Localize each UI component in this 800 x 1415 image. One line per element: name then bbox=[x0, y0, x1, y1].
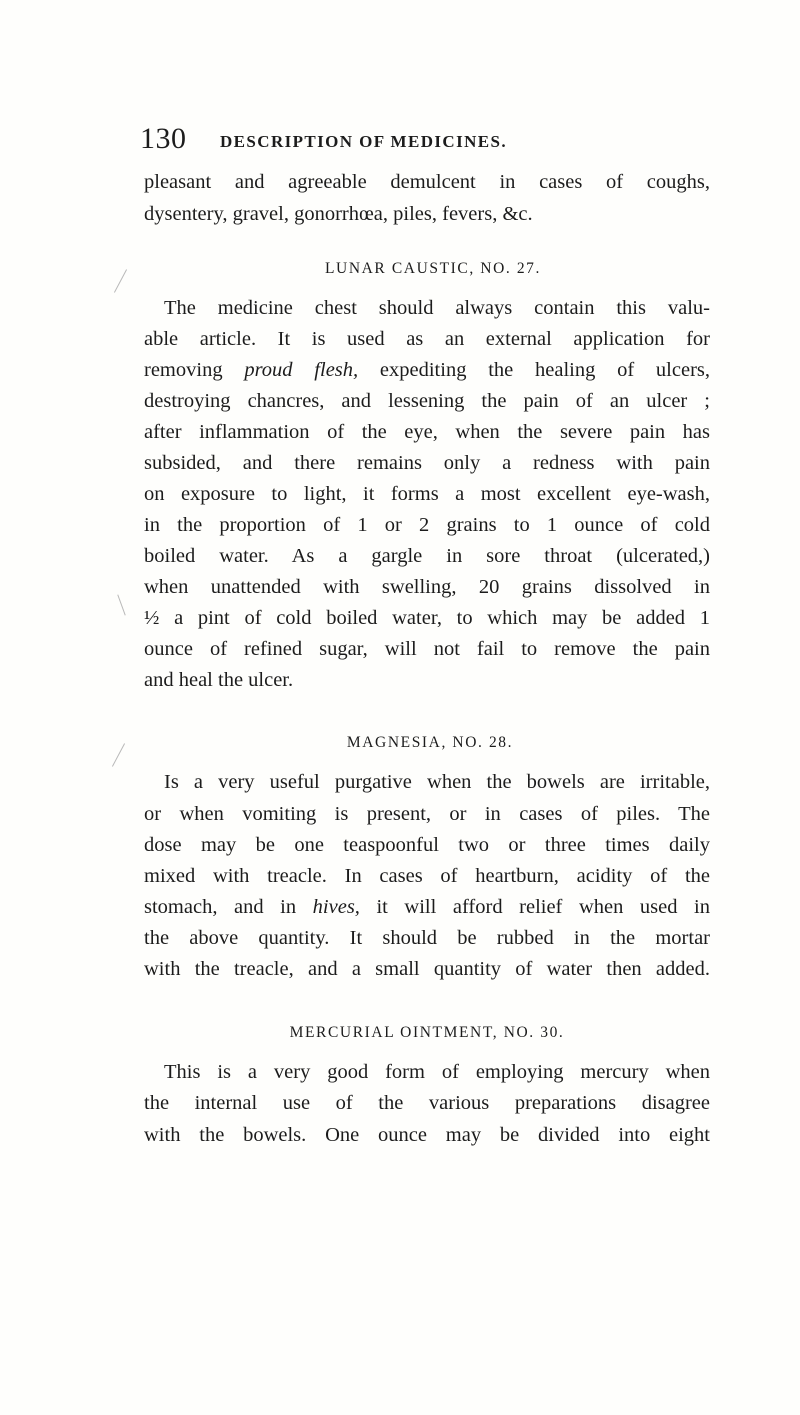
lunar-caustic-line bbox=[144, 356, 710, 384]
running-head bbox=[140, 124, 710, 154]
italic-term-proud-flesh: proud flesh, bbox=[244, 359, 359, 381]
lunar-caustic-line: destroying chancres, and lessening the pain of an ulcer ; bbox=[144, 390, 710, 412]
margin-pencil-mark bbox=[117, 594, 125, 615]
lunar-caustic-line: on exposure to light, it forms a most excellent eye-wash, bbox=[144, 483, 710, 505]
lunar-caustic-line: The medicine chest should always contain this valu- bbox=[164, 297, 710, 319]
magnesia-line: the above quantity. It should be rubbed in the mortar bbox=[144, 927, 710, 949]
magnesia-line: with the treacle, and a small quantity of water then added. bbox=[144, 958, 710, 980]
magnesia-line: dose may be one teaspoonful two or three times daily bbox=[144, 834, 710, 856]
mercurial-line: This is a very good form of employing mercury when bbox=[164, 1061, 710, 1083]
section-heading-magnesia: MAGNESIA, NO. 28. bbox=[346, 734, 514, 751]
lunar-caustic-line: and heal the ulcer. bbox=[144, 669, 294, 691]
running-title: DESCRIPTION OF MEDICINES. bbox=[220, 132, 508, 151]
page-number: 130 bbox=[140, 122, 187, 155]
lunar-caustic-line: in the proportion of 1 or 2 grains to 1 ounce of cold bbox=[144, 514, 710, 536]
lunar-caustic-line: able article. It is used as an external application for bbox=[144, 328, 710, 350]
mercurial-line: the internal use of the various preparations disagree bbox=[144, 1092, 710, 1114]
section-heading-lunar-caustic: LUNAR CAUSTIC, NO. 27. bbox=[324, 260, 542, 277]
magnesia-line: mixed with treacle. In cases of heartburn, acidity of the bbox=[144, 865, 710, 887]
magnesia-text: it will afford relief when used in bbox=[359, 896, 710, 918]
lunar-caustic-line: ounce of refined sugar, will not fail to remove the pain bbox=[144, 638, 710, 660]
mercurial-line: with the bowels. One ounce may be divided into eight bbox=[144, 1124, 710, 1146]
italic-term-hives: hives, bbox=[312, 896, 360, 918]
lunar-caustic-line: subsided, and there remains only a redness with pain bbox=[144, 452, 710, 474]
lunar-caustic-text: removing bbox=[144, 359, 245, 381]
margin-pencil-mark bbox=[112, 743, 125, 766]
lunar-caustic-text: expediting the healing of ulcers, bbox=[358, 359, 710, 381]
section-heading-mercurial-ointment: MERCURIAL OINTMENT, NO. 30. bbox=[289, 1024, 565, 1041]
lunar-caustic-line: when unattended with swelling, 20 grains dissolved in bbox=[144, 576, 710, 598]
magnesia-line: or when vomiting is present, or in cases of piles. The bbox=[144, 803, 710, 825]
magnesia-text: stomach, and in bbox=[144, 896, 313, 918]
lunar-caustic-line: ½ a pint of cold boiled water, to which may be added 1 bbox=[144, 607, 710, 629]
intro-line: pleasant and agreeable demulcent in cases of coughs, bbox=[144, 171, 710, 193]
lunar-caustic-line: after inflammation of the eye, when the severe pain has bbox=[144, 421, 710, 443]
magnesia-line: Is a very useful purgative when the bowels are irritable, bbox=[164, 771, 710, 793]
intro-line: dysentery, gravel, gonorrhœa, piles, fevers, &c. bbox=[144, 203, 533, 225]
margin-pencil-mark bbox=[114, 269, 127, 292]
magnesia-line bbox=[144, 893, 710, 921]
lunar-caustic-line: boiled water. As a gargle in sore throat (ulcerated,) bbox=[144, 545, 710, 567]
